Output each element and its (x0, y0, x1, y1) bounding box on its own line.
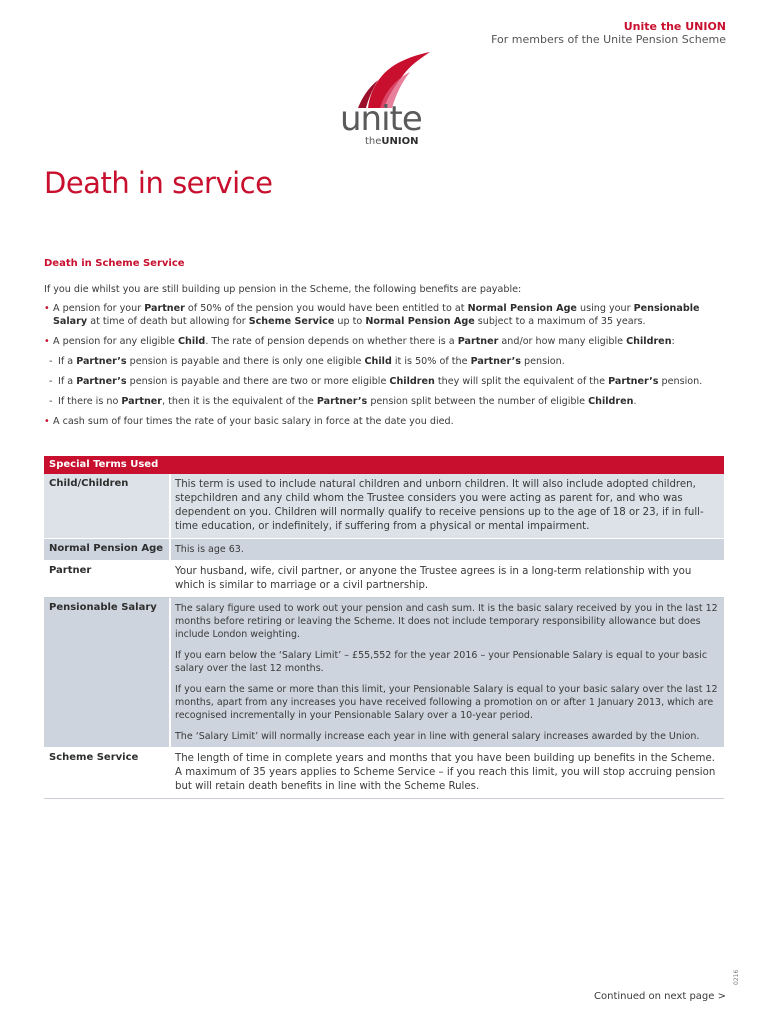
special-terms-heading: Special Terms Used (44, 456, 724, 474)
list-item: • A pension for any eligible Child. The rate of pension depends on whether there is a Partner and/or how many eligible Children: (44, 335, 724, 348)
table-row (44, 598, 724, 748)
table-row (44, 474, 724, 539)
term-definition: This is age 63. (171, 539, 724, 560)
cash-sum-list (44, 415, 724, 428)
unite-logo (340, 50, 430, 150)
header-subtitle: For members of the Unite Pension Scheme (491, 33, 726, 46)
intro-text: If you die whilst you are still building up pension in the Scheme, the following benefits are payable: (44, 284, 522, 295)
list-item: - If there is no Partner, then it is the equivalent of the Partner’s pension split between the number of eligible Children. (44, 395, 724, 408)
term-definition: Your husband, wife, civil partner, or anyone the Trustee agrees is in a long-term relationship with you which is similar to marriage or a civil partnership. (171, 561, 724, 597)
table-row (44, 539, 724, 561)
list-item: • A cash sum of four times the rate of your basic salary in force at the date you died. (44, 415, 724, 428)
list-item: • A pension for your Partner of 50% of the pension you would have been entitled to at Normal Pension Age using your Pensionable Salary at time of death but allowing for Scheme Service up to Normal Pension Age subject to a maximum of 35 years. (44, 302, 724, 328)
child-pension-list (44, 355, 724, 408)
header (491, 20, 726, 46)
logo-subtext: theUNION (365, 136, 419, 147)
table-row (44, 748, 724, 799)
term-definition: The length of time in complete years and months that you have been building up benefits in the Scheme. A maximum of 35 years applies to Scheme Service – if you reach this limit, you will stop accruing pension but will retain death benefits in line with the Scheme Rules. (171, 748, 724, 798)
list-item: - If a Partner’s pension is payable and there is only one eligible Child it is 50% of the Partner’s pension. (44, 355, 724, 368)
term-label: Partner (44, 561, 171, 597)
document-code: 0216 (733, 969, 740, 985)
table-row (44, 561, 724, 598)
header-title: Unite the UNION (623, 20, 726, 33)
list-item: - If a Partner’s pension is payable and there are two or more eligible Children they will split the equivalent of the Partner’s pension. (44, 375, 724, 388)
term-label: Pensionable Salary (44, 598, 171, 747)
section-heading: Death in Scheme Service (44, 258, 185, 269)
special-terms-table (44, 456, 724, 799)
term-definition: The salary figure used to work out your pension and cash sum. It is the basic salary received by you in the last 12 months before retiring or leaving the Scheme. It does not include temporary responsibility allowance but does include London weighting. If you earn below the ‘Salary Limit’ – £55,552 for the year 2016 – your Pensionable Salary is equal to your basic salary over the last 12 months. If you earn the same or more than this limit, your Pensionable Salary is equal to your basic salary over the last 12 months, apart from any increases you have received following a promotion on or after 1 January 2013, which are recognised incrementally in your Pensionable Salary over a 10-year period. The ‘Salary Limit’ will normally increase each year in line with general salary increases awarded by the Union. (171, 598, 724, 747)
benefits-section (44, 258, 724, 435)
term-label: Normal Pension Age (44, 539, 171, 560)
term-definition: This term is used to include natural children and unborn children. It will also include adopted children, stepchildren and any child whom the Trustee considers you were acting as parent for, and who was dependent on you. Children will normally qualify to receive pensions up to the age of 18 or 23, if in full-time education, or indefinitely, if suffering from a physical or mental impairment. (171, 474, 724, 538)
continued-link: Continued on next page > (594, 991, 726, 1002)
term-label: Child/Children (44, 474, 171, 538)
term-label: Scheme Service (44, 748, 171, 798)
benefits-list (44, 302, 724, 348)
logo-word: unite (340, 99, 422, 139)
page-title: Death in service (44, 166, 273, 200)
